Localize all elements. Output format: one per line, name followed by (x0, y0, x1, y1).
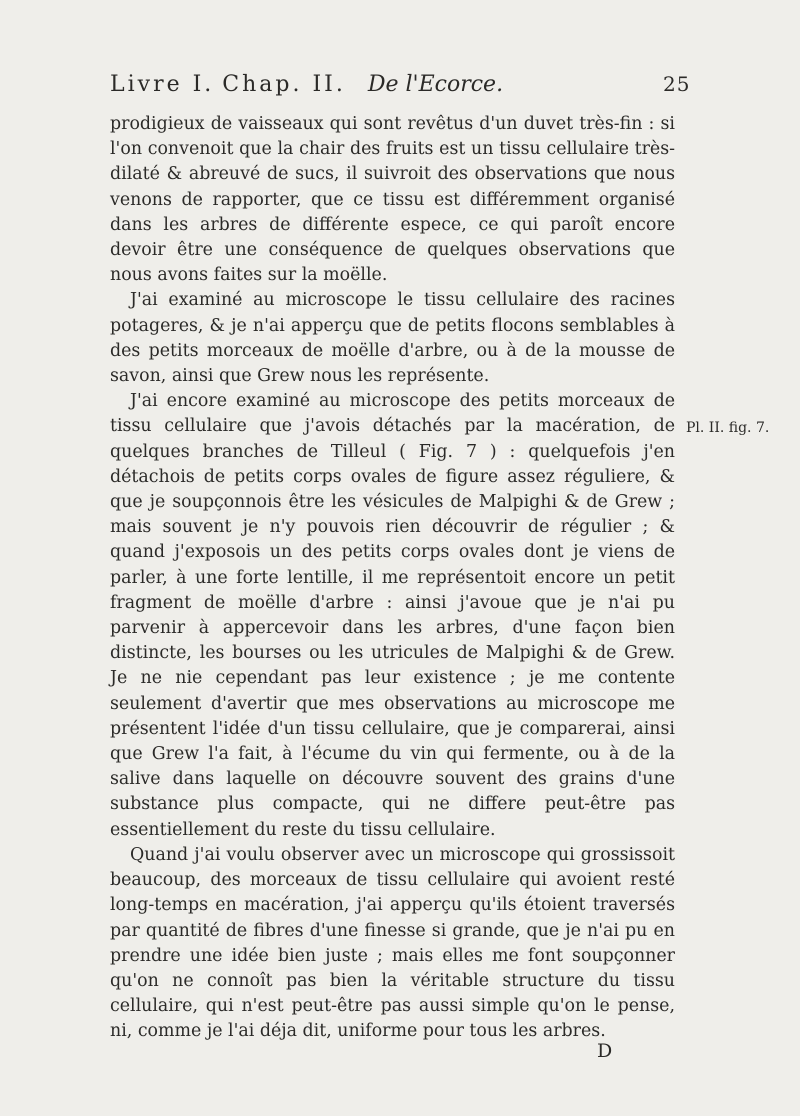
paragraph: J'ai examiné au microscope le tissu cellulaire des racines potageres, & je n'ai apperçu que de petits flocons semblables à des petits morceaux de moëlle d'arbre, ou à de la mousse de savon, ainsi que Grew nous les représente. (110, 290, 675, 387)
page-number: 25 (663, 72, 691, 96)
paragraph: Quand j'ai voulu observer avec un microscope qui grossissoit beaucoup, des morceaux de tissu cellulaire qui avoient resté long-temps en macération, j'ai apperçu qu'ils étoient traversés par quantité de fibres d'une finesse si grande, que je n'ai pu en prendre une idée bien juste ; mais elles me font soupçonner qu'on ne connoît pas bien la véritable structure du tissu cellulaire, qui n'est peut-être pas aussi simple qu'on le pense, ni, comme je l'ai déja dit, uniforme pour tous les arbres. (110, 844, 675, 1042)
signature-mark: D (597, 1040, 613, 1062)
paragraph: prodigieux de vaisseaux qui sont revêtus d'un duvet très-fin : si l'on convenoit que la chair des fruits est un tissu cellulaire très-dilaté & abreuvé de sucs, il suivroit des observations que nous venons de rapporter, que ce tissu est différemment organisé dans les arbres de différente espece, ce qui paroît encore devoir être une conséquence de quelques observations que nous avons faites sur la moëlle. (110, 114, 675, 286)
section-title: De l'Ecorce. (367, 72, 504, 97)
paragraph: J'ai encore examiné au microscope des petits morceaux de tissu cellulaire que j'avois détachés par la macération, de quelques branches de Tilleul ( Fig. 7 ) : quelquefois j'en détachois de petits corps ovales de figure assez réguliere, & que je soupçonnois être les vésicules de Malpighi & de Grew ; mais souvent je n'y pouvois rien découvrir de régulier ; & quand j'exposois un des petits corps ovales dont je viens de parler, à une forte lentille, il me représentoit encore un petit fragment de moëlle d'arbre : ainsi j'avoue que je n'ai pu parvenir à appercevoir dans les arbres, d'une façon bien distincte, les bourses ou les utricules de Malpighi & de Grew. Je ne nie cependant pas leur existence ; je me contente seulement d'avertir que mes observations au microscope me présentent l'idée d'un tissu cellulaire, que je comparerai, ainsi que Grew l'a fait, à l'écume du vin qui fermente, ou à de la salive dans laquelle on découvre souvent des grains d'une substance plus compacte, qui ne differe peut-être pas essentiellement du reste du tissu cellulaire. (110, 391, 675, 840)
book-label: Livre I. (110, 72, 215, 97)
page-body (110, 112, 675, 1045)
running-header (110, 72, 710, 97)
margin-note: Pl. II. fig. 7. (686, 420, 770, 436)
chapter-label: Chap. II. (222, 72, 346, 97)
